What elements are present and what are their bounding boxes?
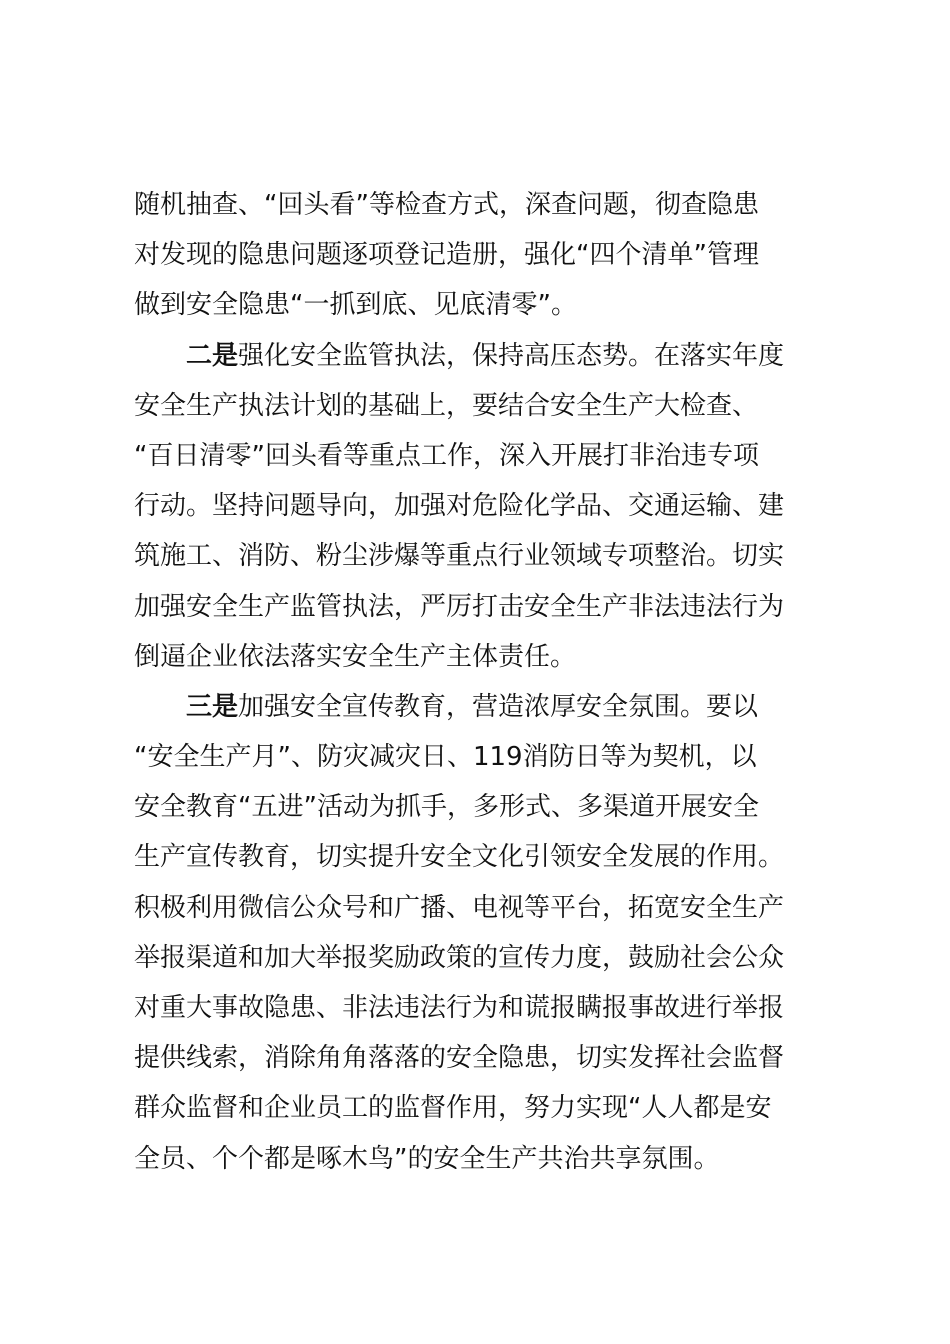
- paragraph-line: 行动。坚持问题导向，加强对危险化学品、交通运输、建: [134, 491, 785, 522]
- paragraph-line: 举报渠道和加大举报奖励政策的宣传力度，鼓励社会公众: [134, 942, 785, 973]
- paragraph-line: “百日清零”回头看等重点工作，深入开展打非治违专项: [134, 440, 759, 471]
- paragraph-first-line: [134, 331, 834, 381]
- paragraph-line: 全员、个个都是啄木鸟”的安全生产共治共享氛围。: [134, 1143, 720, 1174]
- paragraph-line: 加强安全生产监管执法，严厉打击安全生产非法违法行为: [134, 591, 785, 622]
- paragraph-3: [134, 682, 834, 1184]
- paragraph-line: “安全生产月”、防灾减灾日、119消防日等为契机，以: [134, 742, 757, 773]
- paragraph-line: 倒逼企业依法落实安全生产主体责任。: [134, 641, 577, 672]
- paragraph-line: 对重大事故隐患、非法违法行为和谎报瞒报事故进行举报: [134, 993, 785, 1023]
- paragraph-line: 生产宣传教育，切实提升安全文化引领安全发展的作用。: [134, 842, 785, 873]
- paragraph-line: 筑施工、消防、粉尘涉爆等重点行业领域专项整治。切实: [134, 541, 785, 572]
- paragraph-1: [134, 180, 834, 331]
- paragraph-line: 群众监督和企业员工的监督作用，努力实现“人人都是安: [134, 1093, 772, 1124]
- paragraph-line: 做到安全隐患“一抓到底、见底清零”。: [134, 290, 577, 321]
- paragraph-first-line-text: 加强安全宣传教育，营造浓厚安全氛围。要以: [238, 691, 759, 722]
- paragraph-line: 安全教育“五进”活动为抓手，多形式、多渠道开展安全: [134, 792, 759, 823]
- paragraph-first-line: [134, 682, 834, 732]
- paragraph-first-line-text: 强化安全监管执法，保持高压态势。在落实年度: [238, 340, 785, 371]
- paragraph-line: 积极利用微信公众号和广播、电视等平台，拓宽安全生产: [134, 892, 785, 923]
- paragraph-line: 提供线索，消除角角落落的安全隐患，切实发挥社会监督: [134, 1043, 785, 1074]
- paragraph-lead: 二是: [186, 340, 239, 371]
- paragraph-line: 对发现的隐患问题逐项登记造册，强化“四个清单”管理: [134, 240, 759, 271]
- paragraph-line: 安全生产执法计划的基础上，要结合安全生产大检查、: [134, 390, 759, 421]
- paragraph-2: [134, 331, 834, 682]
- paragraph-line: 随机抽查、“回头看”等检查方式，深查问题，彻查隐患: [134, 190, 759, 220]
- document-body: [134, 180, 834, 1184]
- paragraph-lead: 三是: [186, 691, 239, 722]
